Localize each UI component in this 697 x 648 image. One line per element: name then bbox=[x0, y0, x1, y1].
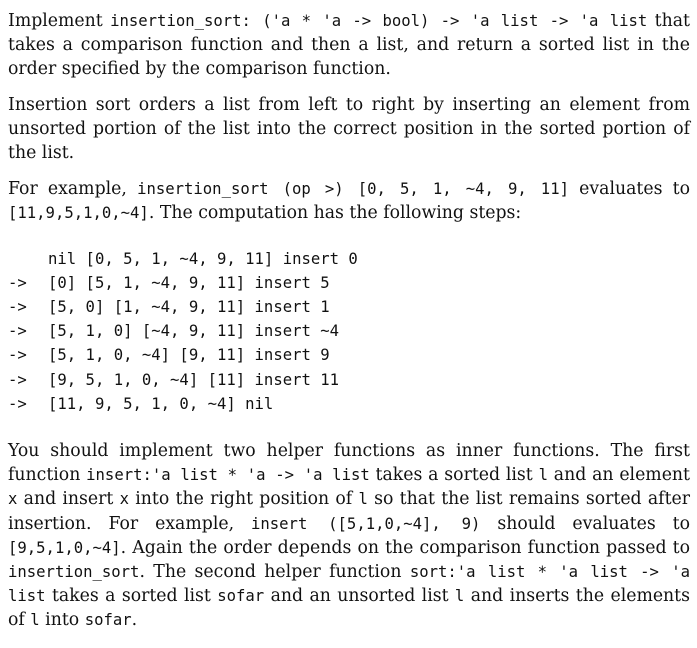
helpers-text: should evaluates to bbox=[480, 513, 690, 534]
function-signature: insertion_sort: ('a * 'a -> bool) -> 'a list -> 'a list bbox=[110, 12, 648, 30]
var-sofar-code: sofar bbox=[217, 587, 265, 606]
helpers-text: and insert bbox=[17, 489, 120, 510]
intro-paragraph bbox=[8, 9, 690, 82]
example-text-3: . The computation has the following steps: bbox=[148, 203, 522, 224]
spacer bbox=[8, 226, 690, 247]
step-line bbox=[8, 343, 690, 367]
intro-text: Implement bbox=[8, 11, 111, 31]
var-sofar-code: sofar bbox=[84, 611, 132, 630]
step-line bbox=[8, 392, 690, 416]
step-text: [9, 5, 1, 0, ~4] [11] insert 11 bbox=[48, 370, 340, 389]
var-l-code: l bbox=[358, 490, 368, 509]
helpers-text: . The second helper function bbox=[139, 561, 410, 582]
step-text: [0] [5, 1, ~4, 9, 11] insert 5 bbox=[48, 273, 330, 292]
spacer bbox=[8, 165, 690, 177]
insertion-sort-name-code: insertion_sort bbox=[8, 562, 140, 581]
step-arrow: -> bbox=[8, 346, 27, 365]
step-text: [5, 1, 0] [~4, 9, 11] insert ~4 bbox=[48, 322, 340, 341]
step-line bbox=[8, 295, 690, 319]
helpers-text: . bbox=[131, 610, 138, 631]
var-l-code: l bbox=[30, 611, 40, 630]
step-arrow: -> bbox=[8, 370, 27, 389]
helpers-text: takes a sorted list bbox=[45, 586, 218, 607]
example-text-1: For example, bbox=[8, 179, 138, 200]
helpers-text: You should implement two helper functions as inner functions. The first function bbox=[8, 440, 690, 486]
computation-steps bbox=[8, 247, 690, 416]
step-text: [5, 1, 0, ~4] [9, 11] insert 9 bbox=[48, 346, 330, 365]
helpers-text: takes a sorted list bbox=[369, 465, 539, 486]
helpers-text: and an unsorted list bbox=[264, 586, 455, 607]
step-arrow: -> bbox=[8, 322, 27, 341]
step-text: nil [0, 5, 1, ~4, 9, 11] insert 0 bbox=[48, 249, 358, 268]
helpers-text: . Again the order depends on the comparison function passed to bbox=[120, 537, 690, 558]
example-result-code: [11,9,5,1,0,~4] bbox=[8, 204, 149, 223]
helpers-text: and an element bbox=[547, 465, 690, 486]
intro-rest-text: that takes a comparison function and then a list, and return a sorted list in the order specified by the comparison function. bbox=[8, 11, 690, 80]
step-arrow: -> bbox=[8, 273, 27, 292]
var-x-code: x bbox=[8, 490, 18, 509]
insert-result-code: [9,5,1,0,~4] bbox=[8, 538, 121, 557]
helpers-text: so that the list remains sorted after insertion. For example, bbox=[8, 489, 690, 534]
helpers-text: and inserts the elements of bbox=[8, 586, 690, 631]
helpers-text: into bbox=[39, 610, 85, 631]
definition-paragraph: Insertion sort orders a list from left to right by inserting an element from unsorted portion of the list into the correct position in the sorted portion of the list. bbox=[8, 94, 690, 164]
step-text: [5, 0] [1, ~4, 9, 11] insert 1 bbox=[48, 298, 330, 316]
step-line bbox=[8, 319, 690, 343]
step-line bbox=[8, 368, 690, 392]
sort-signature-code: sort:'a list * 'a list -> 'a list bbox=[8, 562, 690, 606]
document bbox=[8, 9, 690, 633]
spacer bbox=[8, 416, 690, 439]
var-l-code: l bbox=[538, 466, 548, 485]
example-paragraph bbox=[8, 177, 690, 225]
step-arrow: -> bbox=[8, 394, 27, 413]
helpers-paragraph bbox=[8, 439, 690, 633]
step-arrow bbox=[8, 247, 48, 271]
spacer bbox=[8, 82, 690, 93]
var-l-code: l bbox=[454, 587, 465, 606]
example-text-2: evaluates to bbox=[568, 179, 690, 200]
insert-signature-code: insert:'a list * 'a -> 'a list bbox=[86, 466, 370, 485]
step-text: [11, 9, 5, 1, 0, ~4] nil bbox=[48, 394, 274, 413]
helpers-text: into the right position of bbox=[129, 489, 359, 510]
step-line bbox=[8, 247, 690, 271]
example-call-code: insertion_sort (op >) [0, 5, 1, ~4, 9, 11] bbox=[137, 180, 569, 199]
var-x-code: x bbox=[119, 490, 130, 509]
step-arrow: -> bbox=[8, 298, 27, 316]
step-line bbox=[8, 271, 690, 295]
insert-example-code: insert ([5,1,0,~4], 9) bbox=[251, 514, 481, 533]
